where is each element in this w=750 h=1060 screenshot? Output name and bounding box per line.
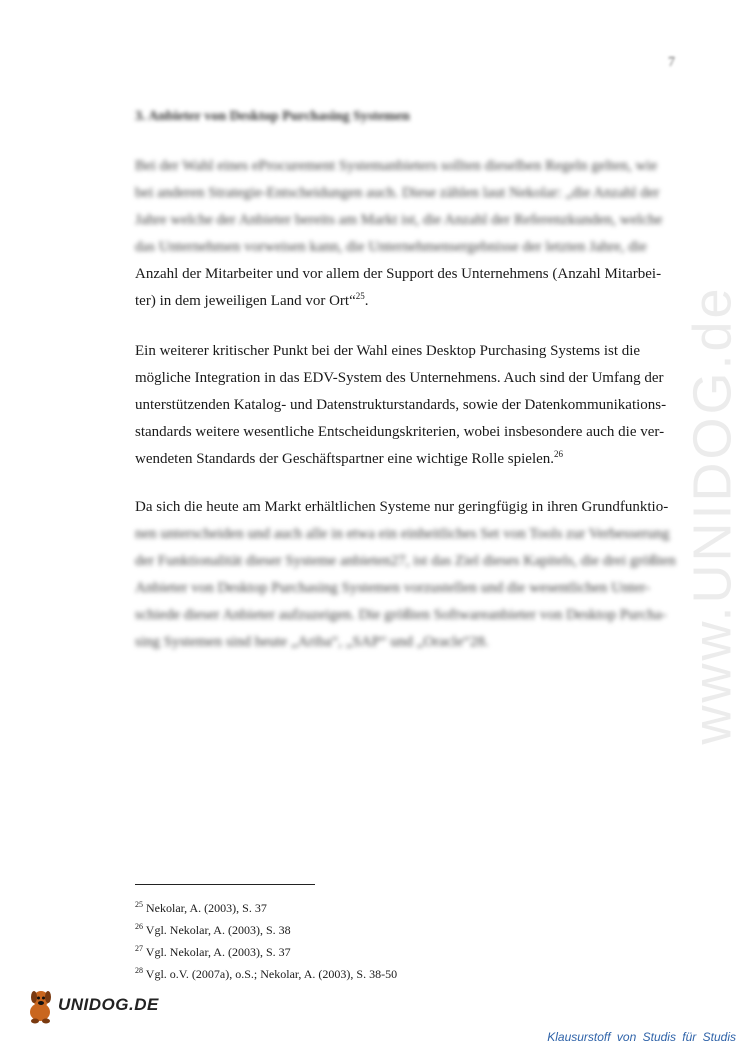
paragraph-line: bei anderen Strategie-Entscheidungen auch. Diese zählen laut Nekolar: „die Anzahl der (135, 185, 660, 201)
footnote-number: 26 (135, 922, 143, 931)
paragraph-line: Bei der Wahl eines eProcurement Systemanbieters sollten dieselben Regeln gelten, wie (135, 158, 658, 174)
footnote-ref-25[interactable]: 25 (355, 291, 365, 301)
period: . (364, 293, 369, 309)
footnote-number: 25 (135, 900, 143, 909)
paragraph-line: sing Systemen sind heute „Ariba“, „SAP“ und „Oracle“28. (135, 634, 489, 650)
footnote-text: Vgl. Nekolar, A. (2003), S. 38 (145, 923, 291, 937)
logo-text: UNIDOG.DE (58, 995, 159, 1014)
footnotes (135, 897, 397, 985)
paragraph-3 (135, 494, 678, 656)
watermark (658, 280, 750, 750)
paragraph-line: mögliche Integration in das EDV-System des Unternehmens. Auch sind der Umfang der (135, 370, 664, 386)
paragraph-line: nen unterscheiden und auch alle in etwa ein einheitliches Set von Tools zur Verbesserung (135, 526, 670, 542)
footnote-text: Vgl. Nekolar, A. (2003), S. 37 (145, 945, 291, 959)
footnote-text: Nekolar, A. (2003), S. 37 (146, 901, 267, 915)
paragraph-line: der Funktionalität dieser Systeme anbieten27, ist das Ziel dieses Kapitels, die drei größten (135, 553, 676, 569)
paragraph-line: Jahre welche der Anbieter bereits am Markt ist, die Anzahl der Referenzkunden, welche (135, 212, 663, 228)
paragraph-line: Da sich die heute am Markt erhältlichen Systeme nur geringfügig in ihren Grundfunktio- (135, 499, 669, 515)
footnote-25 (135, 897, 397, 919)
paragraph-line: Anzahl der Mitarbeiter und vor allem der Support des Unternehmens (Anzahl Mitarbei- (135, 266, 662, 282)
paragraph-line: unterstützenden Katalog- und Datenstrukturstandards, sowie der Datenkommunikations- (135, 397, 667, 413)
footnote-ref-26[interactable]: 26 (554, 449, 564, 459)
paragraph-line: Ein weiterer kritischer Punkt bei der Wahl eines Desktop Purchasing Systems ist die (135, 343, 641, 359)
footnote-text: Vgl. o.V. (2007a), o.S.; Nekolar, A. (2003), S. 38-50 (145, 967, 398, 981)
paragraph-line (135, 446, 678, 473)
paragraph-line: das Unternehmen vorweisen kann, die Unternehmensergebnisse der letzten Jahre, die (135, 239, 647, 255)
line-text: ter) in dem jeweiligen Land vor Ort“ (135, 293, 356, 309)
footnote-divider (135, 884, 315, 885)
paragraph-line: schiede dieser Anbieter aufzuzeigen. Die größten Softwareanbieter von Desktop Purcha- (135, 607, 667, 623)
paragraph-2 (135, 338, 678, 473)
paragraph-line: Anbieter von Desktop Purchasing Systemen vorzustellen und die wesentlichen Unter- (135, 580, 650, 596)
paragraph-line (135, 288, 678, 315)
footnote-28 (135, 963, 397, 985)
watermark-text: www.UNIDOG.de (683, 285, 743, 745)
footnote-number: 27 (135, 944, 143, 953)
footnote-26 (135, 919, 397, 941)
paragraph-1 (135, 153, 678, 315)
paragraph-line: standards weitere wesentliche Entscheidungskriterien, wobei insbesondere auch die ver- (135, 424, 665, 440)
dog-icon (24, 985, 56, 1025)
footnote-number: 28 (135, 966, 143, 975)
slogan: Klausurstoff von Studis für Studis (547, 1030, 736, 1044)
unidog-logo[interactable] (24, 985, 159, 1025)
page-number: 7 (668, 55, 675, 70)
section-heading: 3. Anbieter von Desktop Purchasing Systemen (135, 109, 410, 124)
line-text: wendeten Standards der Geschäftspartner eine wichtige Rolle spielen. (135, 451, 555, 467)
footnote-27 (135, 941, 397, 963)
